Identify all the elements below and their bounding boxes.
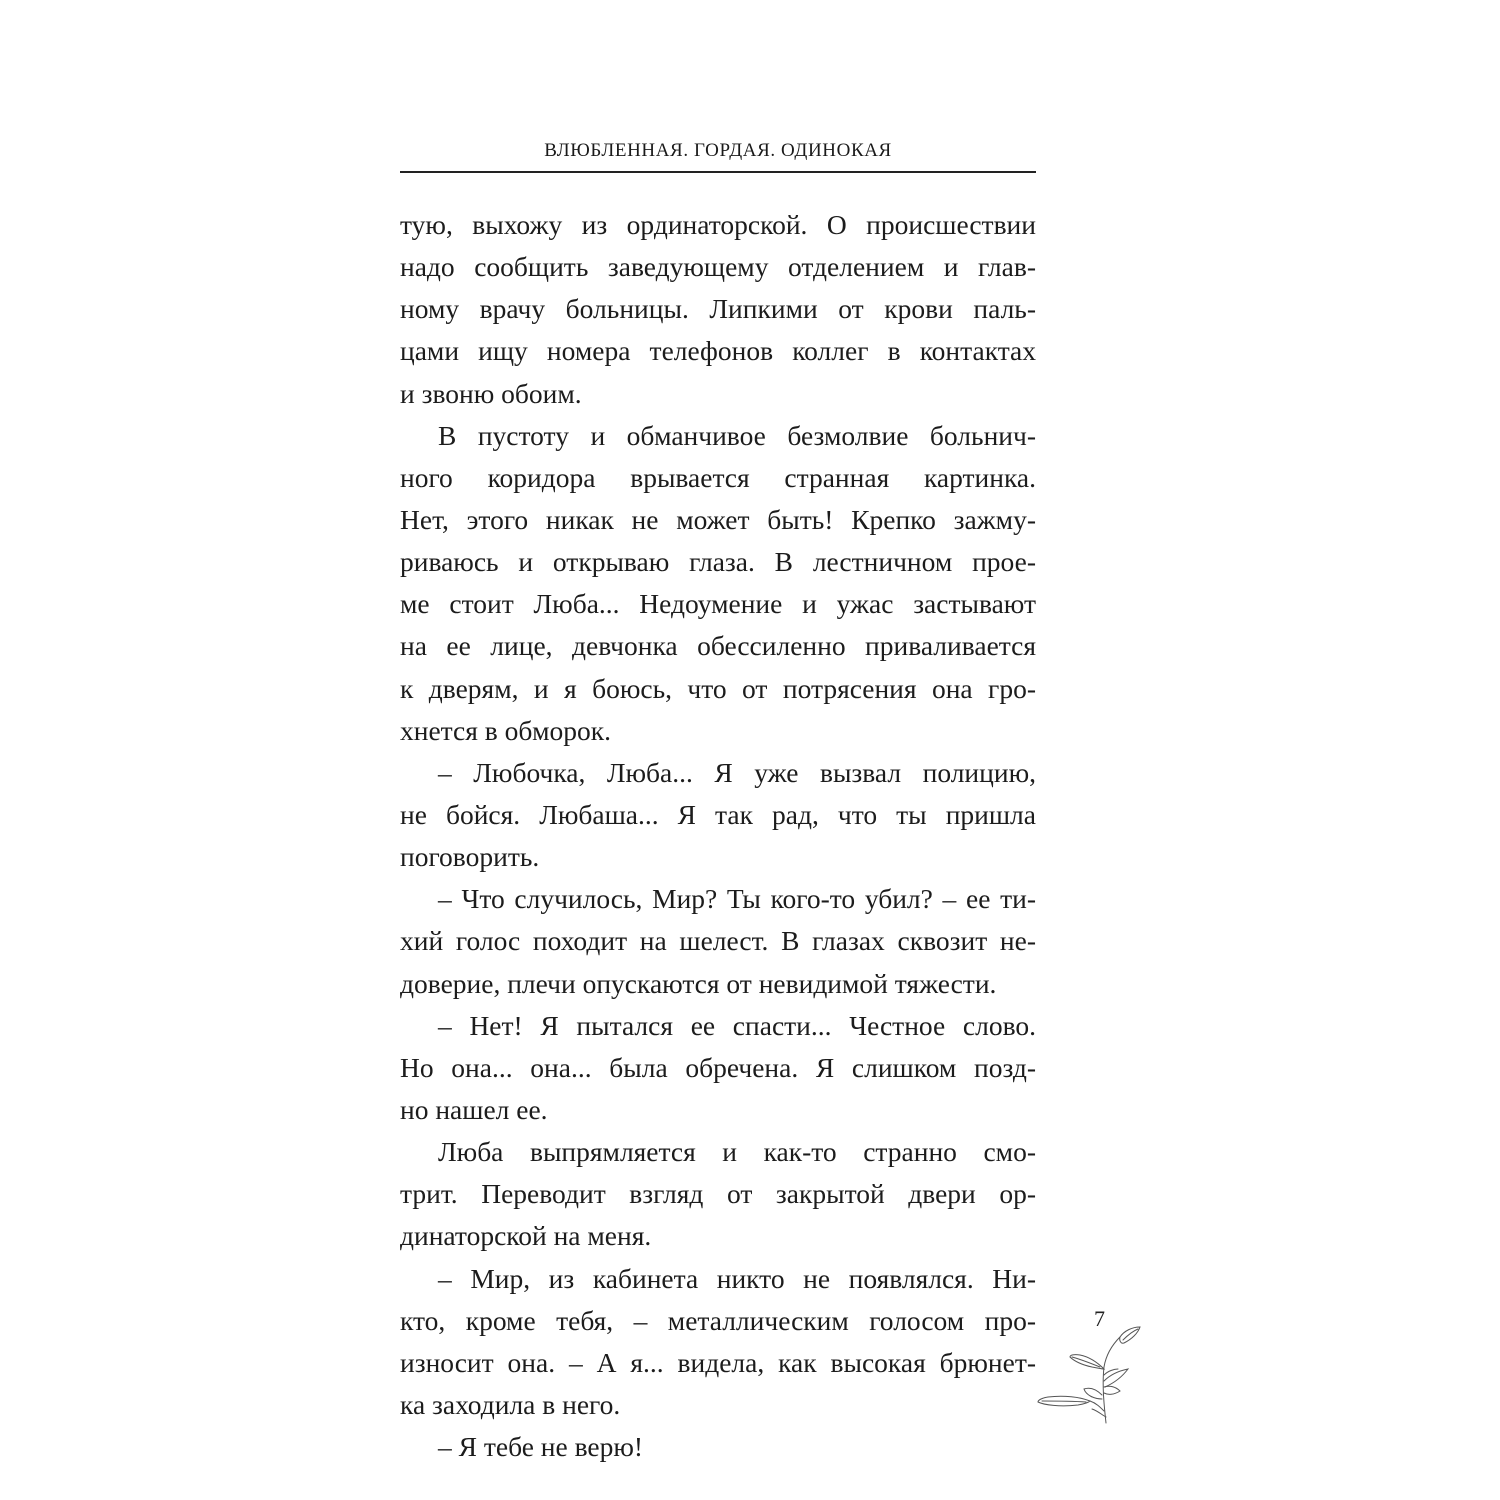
- text-line: доверие, плечи опускаются от невидимой тяжести.: [400, 967, 997, 999]
- text-line: В пустоту и обманчивое безмолвие больнич-: [438, 419, 1036, 451]
- text-line: ка заходила в него.: [400, 1388, 621, 1420]
- text-line: хнется в обморок.: [400, 714, 611, 746]
- text-line: кто, кроме тебя, – металлическим голосом про-: [400, 1304, 1036, 1336]
- text-line: тую, выхожу из ординаторской. О происшествии: [400, 209, 1036, 240]
- text-line: ному врачу больницы. Липкими от крови паль-: [400, 293, 1036, 325]
- body-text: [400, 204, 1036, 1468]
- text-line: и звоню обоим.: [400, 377, 582, 409]
- text-line: риваюсь и открываю глаза. В лестничном прое-: [400, 546, 1036, 578]
- text-line: на ее лице, девчонка обессиленно приваливается: [400, 630, 1036, 662]
- text-line: надо сообщить заведующему отделением и глав-: [400, 251, 1036, 283]
- text-line: ного коридора врывается странная картинка.: [400, 461, 1036, 493]
- text-line: – Нет! Я пытался ее спасти... Честное слово.: [438, 1009, 1036, 1041]
- text-line: ме стоит Люба... Недоумение и ужас застывают: [400, 588, 1036, 620]
- text-line: – Любочка, Люба... Я уже вызвал полицию,: [438, 756, 1036, 788]
- header-rule: [400, 171, 1036, 173]
- text-line: – Я тебе не верю!: [438, 1431, 644, 1463]
- text-line: к дверям, и я боюсь, что от потрясения она гро-: [400, 672, 1036, 704]
- text-line: износит она. – А я... видела, как высокая брюнет-: [400, 1346, 1036, 1378]
- text-line: поговорить.: [400, 841, 540, 873]
- text-line: не бойся. Любаша... Я так рад, что ты пришла: [400, 798, 1036, 830]
- text-line: Люба выпрямляется и как-то странно смо-: [438, 1136, 1036, 1168]
- text-line: – Мир, из кабинета никто не появлялся. Ни-: [438, 1262, 1036, 1294]
- text-line: Нет, этого никак не может быть! Крепко зажму-: [400, 503, 1036, 535]
- lily-branch-icon: [1020, 1325, 1150, 1425]
- text-line: цами ищу номера телефонов коллег в контактах: [400, 335, 1036, 367]
- text-line: – Что случилось, Мир? Ты кого-то убил? – ее ти-: [438, 883, 1036, 915]
- text-line: динаторской на меня.: [400, 1220, 652, 1252]
- page-number: 7: [1094, 1306, 1105, 1331]
- text-line: хий голос походит на шелест. В глазах сквозит не-: [400, 925, 1036, 957]
- text-line: трит. Переводит взгляд от закрытой двери ор-: [400, 1178, 1036, 1210]
- text-line: Но она... она... была обречена. Я слишком позд-: [400, 1051, 1036, 1083]
- text-line: но нашел ее.: [400, 1093, 548, 1125]
- running-head: ВЛЮБЛЕННАЯ. ГОРДАЯ. ОДИНОКАЯ: [544, 140, 892, 161]
